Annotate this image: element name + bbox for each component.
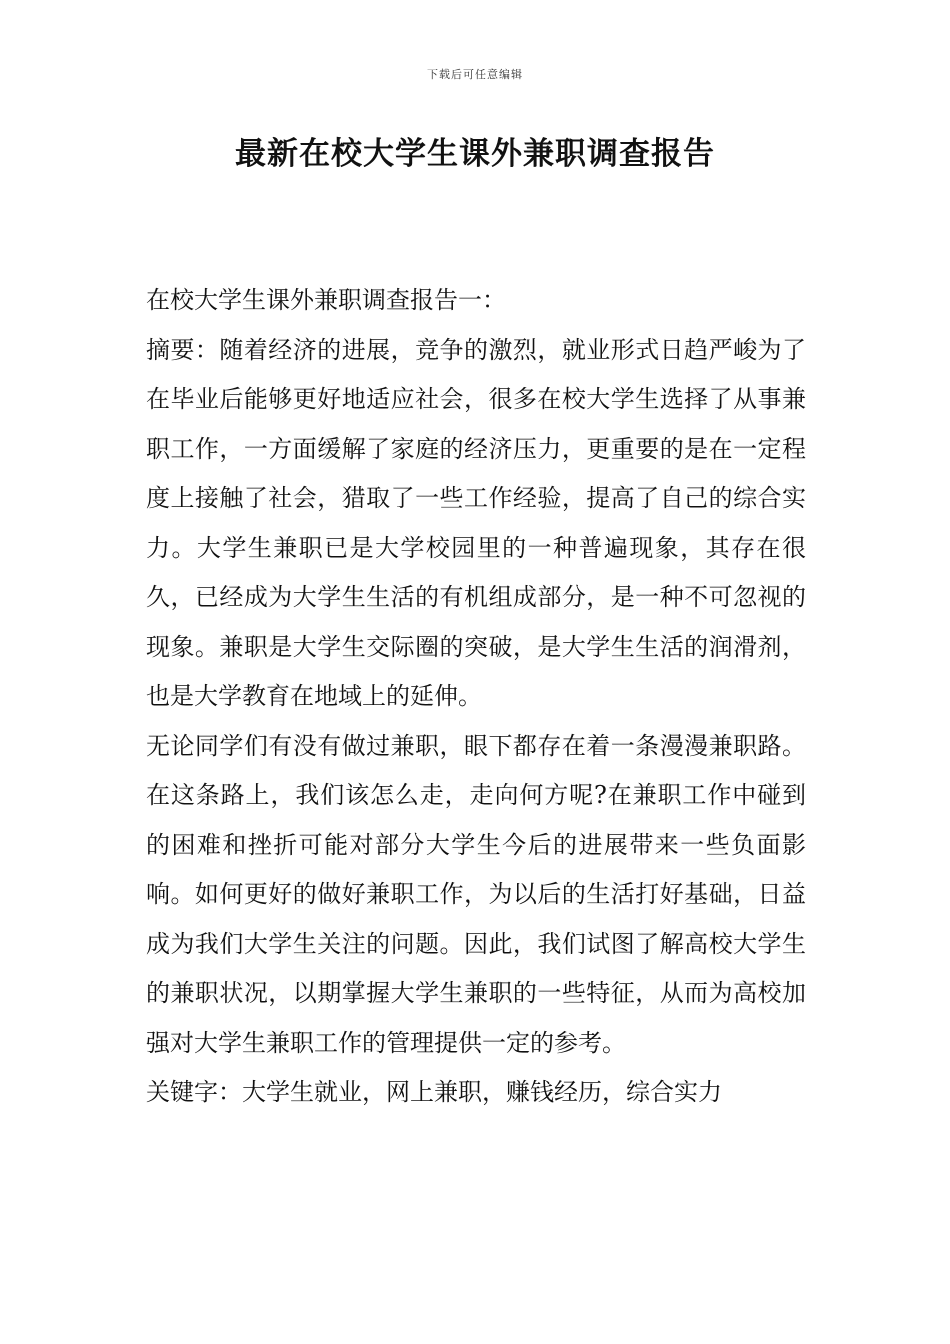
keywords-paragraph: 关键字：大学生就业，网上兼职，赚钱经历，综合实力: [146, 1078, 722, 1106]
section-heading: 在校大学生课外兼职调查报告一：: [146, 286, 506, 314]
body-paragraph: 无论同学们有没有做过兼职，眼下都存在着一条漫漫兼职路。在这条路上，我们该怎么走，走向何方呢?在兼职工作中碰到的困难和挫折可能对部分大学生今后的进展带来一些负面影响。如何更好的做好兼职工作，为以后的生活打好基础，日益成为我们大学生关注的问题。因此，我们试图了解高校大学生的兼职状况，以期掌握大学生兼职的一些特征，从而为高校加强对大学生兼职工作的管理提供一定的参考。: [146, 731, 806, 1057]
document-body: [146, 276, 806, 1118]
document-title: 最新在校大学生课外兼职调查报告: [235, 136, 715, 172]
header-note: 下载后可任意编辑: [427, 68, 523, 81]
abstract-paragraph: 摘要：随着经济的进展，竞争的激烈，就业形式日趋严峻为了在毕业后能够更好地适应社会，很多在校大学生选择了从事兼职工作，一方面缓解了家庭的经济压力，更重要的是在一定程度上接触了社会，猎取了一些工作经验，提高了自己的综合实力。大学生兼职已是大学校园里的一种普遍现象，其存在很久，已经成为大学生生活的有机组成部分，是一种不可忽视的现象。兼职是大学生交际圈的突破，是大学生生活的润滑剂，也是大学教育在地域上的延伸。: [146, 335, 806, 710]
